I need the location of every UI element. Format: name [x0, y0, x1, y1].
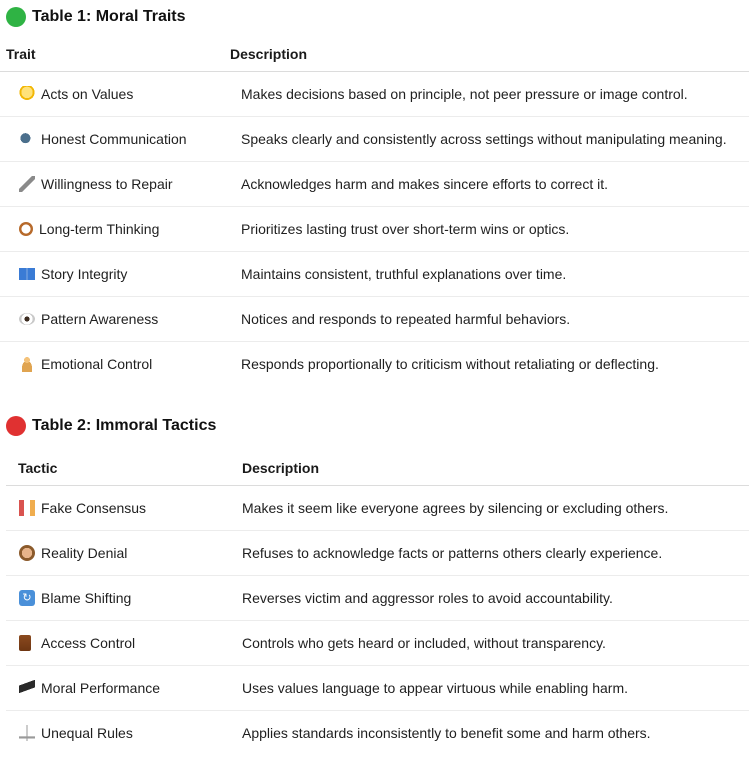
trait-description: Responds proportionally to criticism without retaliating or deflecting. [241, 356, 659, 372]
table1-heading [6, 7, 186, 27]
trait-label: Long-term Thinking [39, 221, 160, 237]
tactic-label: Fake Consensus [41, 500, 147, 516]
tactic-description: Uses values language to appear virtuous while enabling harm. [242, 680, 629, 696]
clock-icon [19, 222, 33, 236]
table-row [6, 666, 749, 711]
table-row [0, 72, 749, 117]
trait-label: Acts on Values [41, 86, 134, 102]
table1-title: Table 1: Moral Traits [32, 8, 186, 25]
trait-description: Maintains consistent, truthful explanations over time. [241, 266, 567, 282]
tactic-label: Access Control [41, 635, 136, 651]
cycle-arrows-icon: ↻ [19, 590, 35, 606]
tactic-description: Makes it seem like everyone agrees by silencing or excluding others. [242, 500, 669, 516]
tactic-label: Blame Shifting [41, 590, 132, 606]
table1-header-row [0, 37, 749, 72]
table2-body [6, 486, 749, 755]
trait-description: Speaks clearly and consistently across settings without manipulating meaning. [241, 131, 727, 147]
meditation-icon [19, 356, 35, 372]
table-row [6, 531, 749, 576]
see-no-evil-monkey-icon [19, 545, 35, 561]
trait-label: Willingness to Repair [41, 176, 173, 192]
table-row [6, 486, 749, 531]
table2-heading [6, 416, 216, 436]
table2-header-tactic: Tactic [18, 460, 58, 476]
table-row [6, 576, 749, 621]
table2 [6, 451, 749, 755]
trait-description: Prioritizes lasting trust over short-term wins or optics. [241, 221, 570, 237]
tactic-description: Controls who gets heard or included, without transparency. [242, 635, 606, 651]
table1-body [0, 72, 749, 386]
trait-description: Notices and responds to repeated harmful behaviors. [241, 311, 571, 327]
table2-header-row [6, 451, 749, 486]
tactic-label: Unequal Rules [41, 725, 133, 741]
table-row [0, 117, 749, 162]
door-icon [19, 635, 31, 651]
trait-label: Story Integrity [41, 266, 128, 282]
table-row [0, 207, 749, 252]
trait-label: Pattern Awareness [41, 311, 159, 327]
table-row [0, 342, 749, 386]
light-bulb-icon [19, 86, 35, 102]
red-circle-icon [6, 416, 26, 436]
table1 [0, 37, 749, 386]
table2-title: Table 2: Immoral Tactics [32, 417, 217, 434]
trait-description: Acknowledges harm and makes sincere efforts to correct it. [241, 176, 609, 192]
people-icon [19, 500, 35, 516]
trait-label: Honest Communication [41, 131, 187, 147]
tactic-label: Reality Denial [41, 545, 128, 561]
trait-label: Emotional Control [41, 356, 153, 372]
tactic-description: Reverses victim and aggressor roles to avoid accountability. [242, 590, 613, 606]
tactic-label: Moral Performance [41, 680, 161, 696]
table-row [0, 252, 749, 297]
tactic-description: Refuses to acknowledge facts or patterns others clearly experience. [242, 545, 663, 561]
open-book-icon [19, 268, 35, 280]
table1-header-trait: Trait [6, 46, 36, 62]
table-row [6, 711, 749, 755]
table1-header-description: Description [230, 46, 308, 62]
tactic-description: Applies standards inconsistently to benefit some and harm others. [242, 725, 651, 741]
speaking-head-icon [19, 131, 35, 147]
green-circle-icon [6, 7, 26, 27]
trait-description: Makes decisions based on principle, not peer pressure or image control. [241, 86, 688, 102]
table-row [0, 162, 749, 207]
wrench-icon [19, 176, 35, 192]
eye-icon [19, 313, 35, 325]
table-row [0, 297, 749, 342]
graduation-cap-icon [19, 680, 35, 696]
balance-scale-icon [19, 725, 35, 741]
table-row [6, 621, 749, 666]
table2-header-description: Description [242, 460, 320, 476]
